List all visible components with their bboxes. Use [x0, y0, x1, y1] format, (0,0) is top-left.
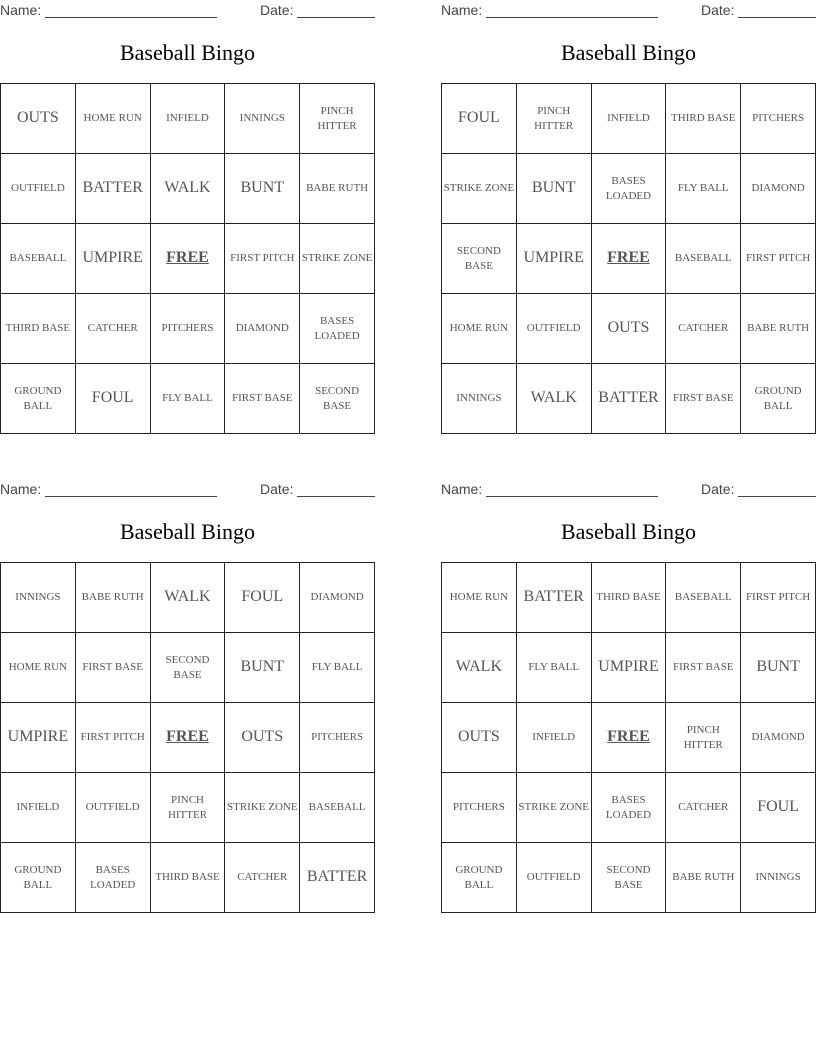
bingo-cell[interactable]: THIRD BASE	[150, 843, 225, 913]
bingo-cell[interactable]: PITCHERS	[442, 773, 517, 843]
bingo-cell[interactable]: HOME RUN	[442, 294, 517, 364]
bingo-cell[interactable]: BUNT	[225, 154, 300, 224]
bingo-cell[interactable]: FIRST PITCH	[741, 224, 816, 294]
bingo-cell[interactable]: HOME RUN	[442, 563, 517, 633]
bingo-cell[interactable]: FIRST PITCH	[741, 563, 816, 633]
bingo-cell[interactable]: BABE RUTH	[75, 563, 150, 633]
name-label: Name:	[441, 2, 483, 18]
bingo-row	[442, 703, 816, 773]
bingo-cell[interactable]: INNINGS	[442, 364, 517, 434]
bingo-cell[interactable]: PINCH HITTER	[150, 773, 225, 843]
bingo-row	[442, 563, 816, 633]
bingo-cell[interactable]: WALK	[442, 633, 517, 703]
bingo-cell[interactable]: SECOND BASE	[150, 633, 225, 703]
free-space-cell[interactable]: FREE	[591, 703, 666, 773]
bingo-cell[interactable]: FOUL	[75, 364, 150, 434]
date-label: Date:	[701, 481, 735, 497]
bingo-cell[interactable]: BASEBALL	[300, 773, 375, 843]
bingo-cell[interactable]: OUTS	[442, 703, 517, 773]
bingo-cell[interactable]: BATTER	[300, 843, 375, 913]
bingo-cell[interactable]: BATTER	[75, 154, 150, 224]
bingo-cell[interactable]: FIRST PITCH	[225, 224, 300, 294]
bingo-row	[442, 224, 816, 294]
bingo-cell[interactable]: GROUND BALL	[1, 364, 76, 434]
bingo-row	[1, 364, 375, 434]
bingo-cell[interactable]: DIAMOND	[741, 154, 816, 224]
bingo-cell[interactable]: OUTFIELD	[516, 294, 591, 364]
bingo-row	[1, 843, 375, 913]
bingo-cell[interactable]: FIRST BASE	[225, 364, 300, 434]
bingo-cell[interactable]: STRIKE ZONE	[442, 154, 517, 224]
bingo-row	[442, 84, 816, 154]
card-title: Baseball Bingo	[119, 40, 256, 65]
bingo-cell[interactable]: OUTS	[1, 84, 76, 154]
bingo-cell[interactable]: CATCHER	[225, 843, 300, 913]
bingo-cell[interactable]: FOUL	[442, 84, 517, 154]
bingo-row	[1, 703, 375, 773]
date-blank[interactable]	[297, 17, 375, 18]
bingo-cell[interactable]: WALK	[150, 563, 225, 633]
bingo-row	[1, 154, 375, 224]
bingo-row	[442, 843, 816, 913]
bingo-cell[interactable]: INFIELD	[591, 84, 666, 154]
bingo-cell[interactable]: BASEBALL	[666, 563, 741, 633]
bingo-cell[interactable]: BASEBALL	[1, 224, 76, 294]
bingo-cell[interactable]: FIRST BASE	[666, 364, 741, 434]
bingo-grid	[441, 562, 816, 913]
name-label: Name:	[0, 2, 42, 18]
date-blank[interactable]	[738, 17, 816, 18]
name-blank[interactable]	[486, 17, 658, 18]
bingo-cell[interactable]: WALK	[150, 154, 225, 224]
bingo-cell[interactable]: THIRD BASE	[666, 84, 741, 154]
bingo-cell[interactable]: OUTFIELD	[1, 154, 76, 224]
bingo-cell[interactable]: BASES LOADED	[300, 294, 375, 364]
bingo-row	[1, 294, 375, 364]
bingo-cell[interactable]: BATTER	[591, 364, 666, 434]
bingo-cell[interactable]: WALK	[516, 364, 591, 434]
card-title: Baseball Bingo	[560, 40, 697, 65]
bingo-cell[interactable]: HOME RUN	[1, 633, 76, 703]
bingo-cell[interactable]: HOME RUN	[75, 84, 150, 154]
bingo-cell[interactable]: GROUND BALL	[1, 843, 76, 913]
bingo-cell[interactable]: FLY BALL	[666, 154, 741, 224]
bingo-row	[1, 84, 375, 154]
name-blank[interactable]	[45, 17, 217, 18]
bingo-cell[interactable]: PINCH HITTER	[666, 703, 741, 773]
bingo-cell[interactable]: DIAMOND	[225, 294, 300, 364]
bingo-cell[interactable]: THIRD BASE	[1, 294, 76, 364]
bingo-row	[442, 154, 816, 224]
bingo-cell[interactable]: PITCHERS	[741, 84, 816, 154]
bingo-grid	[0, 83, 375, 434]
bingo-cell[interactable]: BASES LOADED	[591, 773, 666, 843]
date-label: Date:	[260, 2, 294, 18]
bingo-cell[interactable]: OUTS	[591, 294, 666, 364]
bingo-cell[interactable]: STRIKE ZONE	[300, 224, 375, 294]
name-blank[interactable]	[486, 496, 658, 497]
bingo-cell[interactable]: INNINGS	[225, 84, 300, 154]
bingo-cell[interactable]: FIRST BASE	[666, 633, 741, 703]
bingo-cell[interactable]: PINCH HITTER	[516, 84, 591, 154]
name-date-row	[441, 2, 816, 20]
bingo-cell[interactable]: PITCHERS	[150, 294, 225, 364]
bingo-cell[interactable]: FLY BALL	[150, 364, 225, 434]
bingo-cell[interactable]: FOUL	[741, 773, 816, 843]
bingo-grid	[0, 562, 375, 913]
bingo-cell[interactable]: BASEBALL	[666, 224, 741, 294]
bingo-row	[1, 773, 375, 843]
bingo-cell[interactable]: SECOND BASE	[591, 843, 666, 913]
bingo-cell[interactable]: FIRST BASE	[75, 633, 150, 703]
bingo-cell[interactable]: UMPIRE	[75, 224, 150, 294]
bingo-cell[interactable]: FIRST PITCH	[75, 703, 150, 773]
bingo-cell[interactable]: BABE RUTH	[666, 843, 741, 913]
bingo-cell[interactable]: CATCHER	[666, 294, 741, 364]
free-space-cell[interactable]: FREE	[591, 224, 666, 294]
bingo-cell[interactable]: BABE RUTH	[300, 154, 375, 224]
bingo-row	[442, 633, 816, 703]
name-label: Name:	[0, 481, 42, 497]
bingo-row	[1, 224, 375, 294]
date-label: Date:	[260, 481, 294, 497]
bingo-cell[interactable]: FLY BALL	[516, 633, 591, 703]
bingo-cell[interactable]: BUNT	[741, 633, 816, 703]
bingo-cell[interactable]: CATCHER	[666, 773, 741, 843]
bingo-cell[interactable]: UMPIRE	[516, 224, 591, 294]
card-title: Baseball Bingo	[560, 519, 697, 544]
bingo-cell[interactable]: BASES LOADED	[75, 843, 150, 913]
bingo-cell[interactable]: UMPIRE	[1, 703, 76, 773]
date-blank[interactable]	[738, 496, 816, 497]
bingo-cell[interactable]: OUTFIELD	[75, 773, 150, 843]
name-blank[interactable]	[45, 496, 217, 497]
bingo-cell[interactable]: INNINGS	[741, 843, 816, 913]
free-space-cell[interactable]: FREE	[150, 224, 225, 294]
bingo-cell[interactable]: BABE RUTH	[741, 294, 816, 364]
date-label: Date:	[701, 2, 735, 18]
bingo-cell[interactable]: PINCH HITTER	[300, 84, 375, 154]
bingo-cell[interactable]: THIRD BASE	[591, 563, 666, 633]
bingo-cell[interactable]: OUTS	[225, 703, 300, 773]
free-space-cell[interactable]: FREE	[150, 703, 225, 773]
bingo-cell[interactable]: INFIELD	[150, 84, 225, 154]
bingo-row	[442, 773, 816, 843]
bingo-cell[interactable]: SECOND BASE	[300, 364, 375, 434]
bingo-row	[442, 294, 816, 364]
bingo-cell[interactable]: SECOND BASE	[442, 224, 517, 294]
bingo-cell[interactable]: INFIELD	[516, 703, 591, 773]
bingo-cell[interactable]: PITCHERS	[300, 703, 375, 773]
bingo-cell[interactable]: CATCHER	[75, 294, 150, 364]
bingo-cell[interactable]: FOUL	[225, 563, 300, 633]
name-date-row	[441, 481, 816, 499]
bingo-cell[interactable]: INFIELD	[1, 773, 76, 843]
bingo-cell[interactable]: UMPIRE	[591, 633, 666, 703]
card-title: Baseball Bingo	[119, 519, 256, 544]
name-date-row	[0, 481, 375, 499]
bingo-cell[interactable]: BUNT	[516, 154, 591, 224]
bingo-cell[interactable]: BASES LOADED	[591, 154, 666, 224]
bingo-cell[interactable]: DIAMOND	[741, 703, 816, 773]
bingo-row	[1, 563, 375, 633]
date-blank[interactable]	[297, 496, 375, 497]
bingo-cell[interactable]: GROUND BALL	[741, 364, 816, 434]
bingo-cell[interactable]: DIAMOND	[300, 563, 375, 633]
bingo-cell[interactable]: BUNT	[225, 633, 300, 703]
bingo-cell[interactable]: OUTFIELD	[516, 843, 591, 913]
bingo-cell[interactable]: FLY BALL	[300, 633, 375, 703]
name-date-row	[0, 2, 375, 20]
bingo-grid	[441, 83, 816, 434]
name-label: Name:	[441, 481, 483, 497]
bingo-row	[442, 364, 816, 434]
bingo-cell[interactable]: BATTER	[516, 563, 591, 633]
bingo-cell[interactable]: STRIKE ZONE	[516, 773, 591, 843]
bingo-cell[interactable]: STRIKE ZONE	[225, 773, 300, 843]
bingo-cell[interactable]: INNINGS	[1, 563, 76, 633]
bingo-cell[interactable]: GROUND BALL	[442, 843, 517, 913]
bingo-row	[1, 633, 375, 703]
